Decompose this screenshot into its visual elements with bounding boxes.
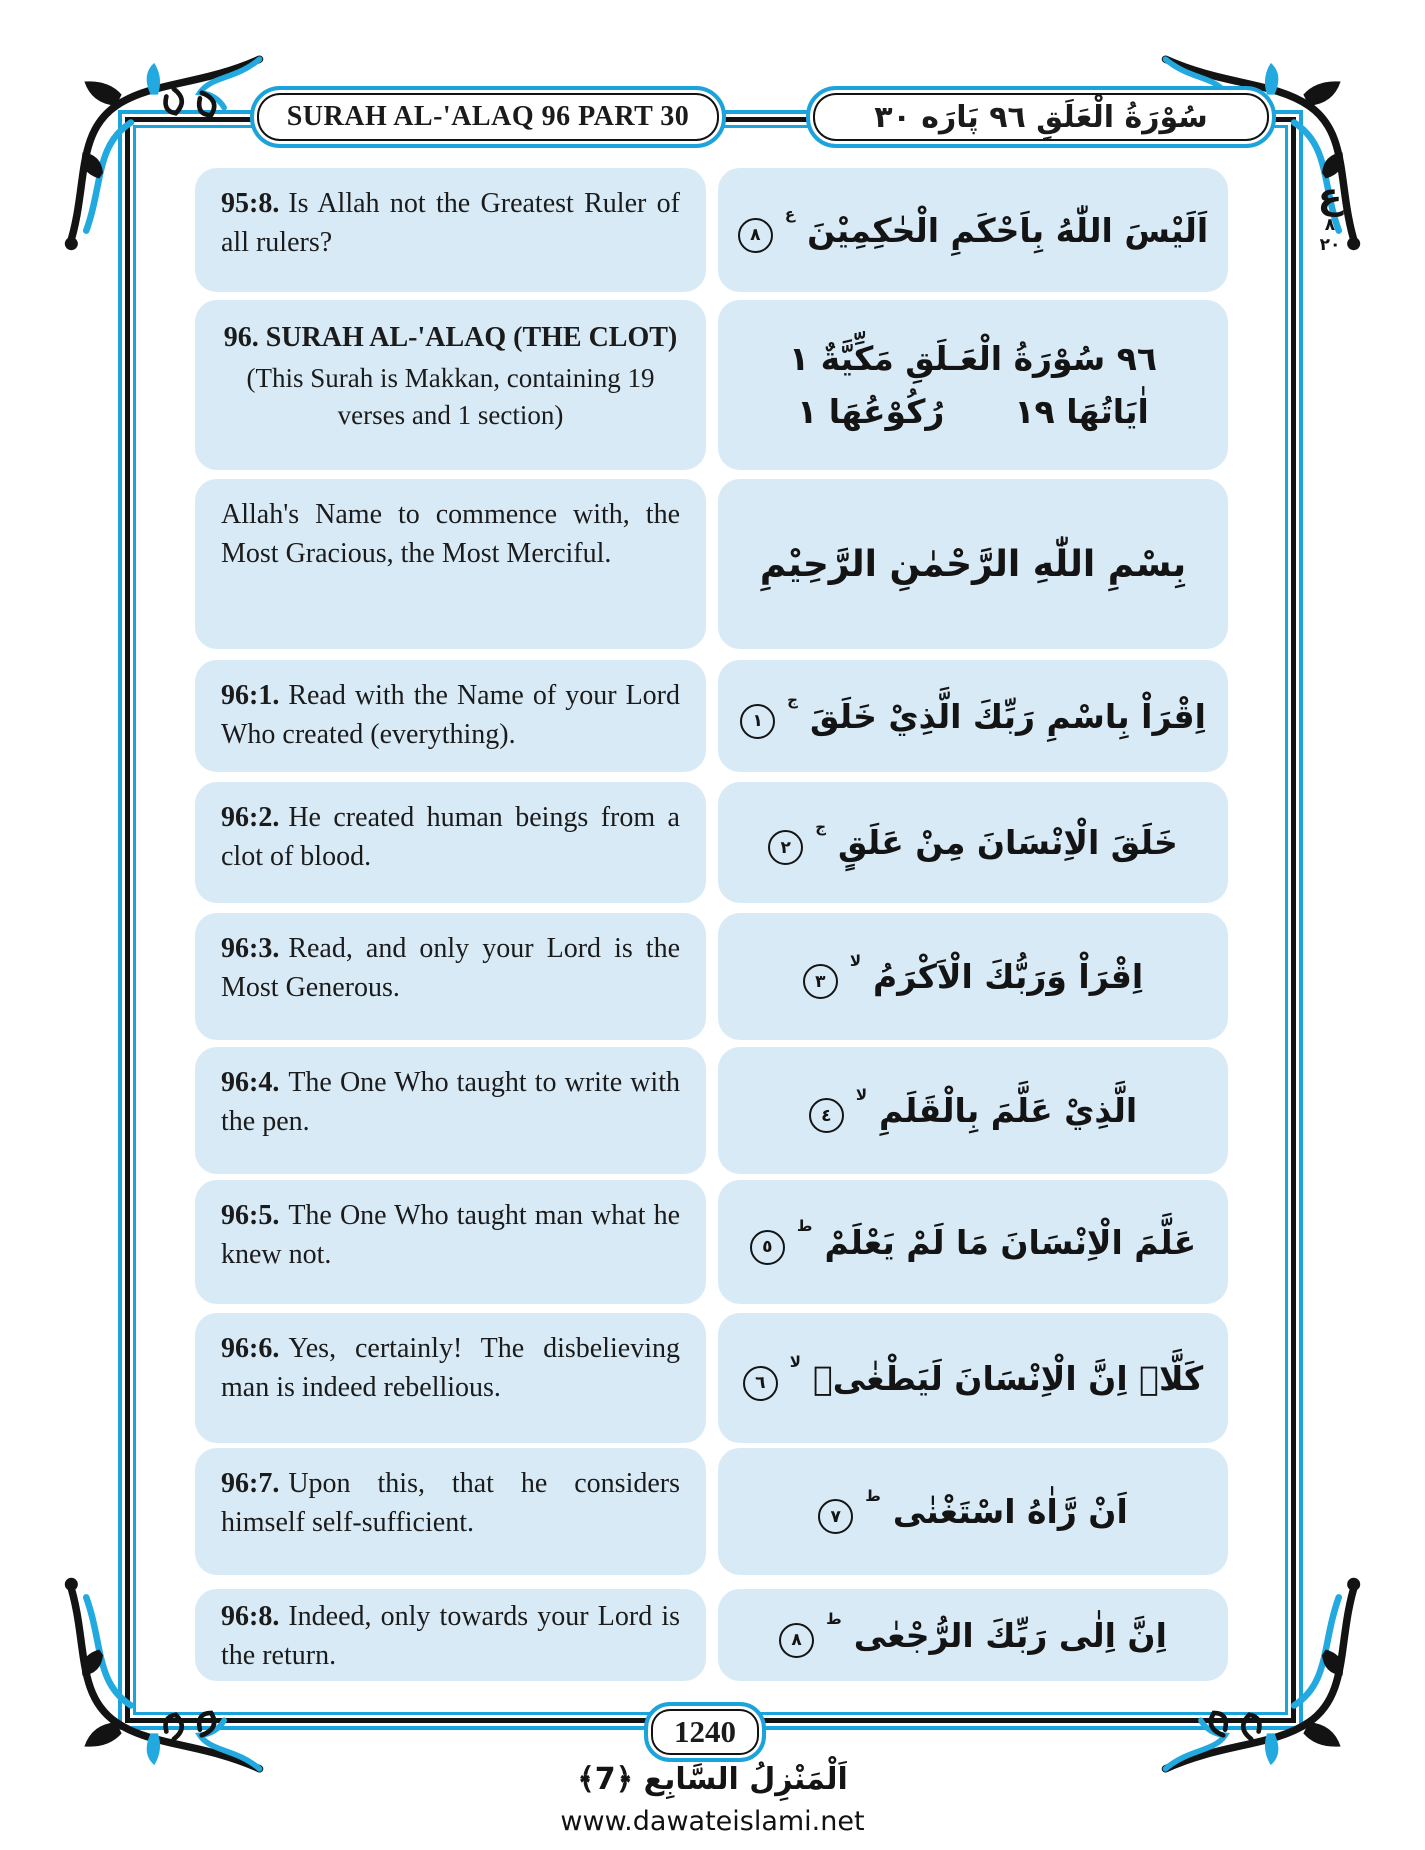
arabic-verse-text: الَّذِيْ عَلَّمَ بِالْقَلَمِ — [879, 1091, 1138, 1130]
header-title-english: SURAH AL-'ALAQ 96 PART 30 — [286, 101, 690, 132]
waqf-mark: لا — [849, 951, 862, 970]
arabic-verse-text: اَلَيْسَ اللّٰهُ بِاَحْكَمِ الْحٰكِمِيْنَ — [807, 210, 1209, 250]
margin-marker-line: ٢٠ — [1319, 235, 1341, 255]
arabic-cell — [718, 1448, 1228, 1575]
page-number: 1240 — [674, 1714, 736, 1749]
waqf-mark: لا — [855, 1085, 868, 1104]
arabic-cell — [718, 168, 1228, 292]
header-pill-arabic — [806, 86, 1276, 148]
verse-number: 96:7. — [221, 1468, 280, 1499]
arabic-cell — [718, 300, 1228, 470]
verse-text: Allah's Name to commence with, the Most Gracious, the Most Merciful. — [221, 499, 680, 569]
arabic-surah-title: ٩٦ سُوْرَةُ الْعَـلَقِ مَكِّيَّةٌ ١ — [789, 339, 1157, 378]
verse-text: The One Who taught man what he knew not. — [221, 1200, 680, 1270]
verse-number: 96:5. — [221, 1200, 280, 1231]
verse-text: Read with the Name of your Lord Who created (everything). — [221, 680, 680, 750]
ayah-number-circle: ٦ — [743, 1366, 778, 1401]
translation-cell — [195, 1448, 706, 1575]
translation-cell — [195, 1180, 706, 1304]
translation-cell — [195, 479, 706, 649]
arabic-cell — [718, 660, 1228, 772]
verse-number: 96:4. — [221, 1067, 280, 1098]
arabic-ayat-count: اٰيَاتُهَا ١٩ — [1014, 392, 1149, 431]
waqf-mark: ج — [787, 691, 798, 709]
ayah-number-circle: ١ — [740, 704, 775, 739]
manzil-line — [0, 1762, 1425, 1797]
verse-number: 96:8. — [221, 1601, 280, 1632]
arabic-verse-text: بِسْمِ اللّٰهِ الرَّحْمٰنِ الرَّحِيْمِ — [759, 543, 1187, 585]
manzil-text: اَلْمَنْزِلُ السَّابِع — [643, 1762, 848, 1797]
waqf-mark: ج — [815, 817, 827, 836]
verse-text: Is Allah not the Greatest Ruler of all rulers? — [221, 188, 680, 258]
verse-text: The One Who taught to write with the pen. — [221, 1067, 680, 1137]
verse-number: 96:1. — [221, 680, 280, 711]
arabic-verse-text: اَنْ رَّاٰهُ اسْتَغْنٰى — [892, 1492, 1128, 1531]
verse-text: Read, and only your Lord is the Most Generous. — [221, 933, 680, 1003]
arabic-cell — [718, 913, 1228, 1040]
manzil-number: ﴿7﴾ — [577, 1762, 634, 1797]
arabic-cell — [718, 1313, 1228, 1443]
waqf-mark: ع — [784, 205, 796, 223]
surah-title: 96. SURAH AL-'ALAQ (THE CLOT) — [223, 322, 678, 353]
arabic-ruku-count: رُكُوْعُهَا ١ — [797, 392, 945, 431]
ayah-number-circle: ٨ — [779, 1623, 814, 1658]
margin-marker-ain: ع — [1317, 176, 1343, 217]
translation-cell — [195, 1047, 706, 1174]
arabic-verse-text: اِنَّ اِلٰى رَبِّكَ الرُّجْعٰى — [853, 1615, 1167, 1655]
translation-cell — [195, 1313, 706, 1443]
translation-cell — [195, 660, 706, 772]
ayah-number-circle: ٧ — [818, 1499, 853, 1534]
header-pill-english — [250, 86, 726, 148]
arabic-verse-text: عَلَّمَ الْاِنْسَانَ مَا لَمْ يَعْلَمْ — [824, 1222, 1197, 1262]
translation-cell — [195, 913, 706, 1040]
arabic-cell — [718, 1589, 1228, 1681]
ayah-number-circle: ٣ — [803, 964, 838, 999]
surah-subtitle: (This Surah is Makkan, containing 19 verses and 1 section) — [246, 363, 655, 430]
arabic-cell — [718, 1180, 1228, 1304]
verse-number: 96:3. — [221, 933, 280, 964]
ayah-number-circle: ٢ — [768, 830, 803, 865]
verse-text: Indeed, only towards your Lord is the return. — [221, 1601, 680, 1671]
waqf-mark: ط — [865, 1486, 881, 1505]
margin-marker-line: ٨ — [1324, 215, 1336, 235]
verse-number: 95:8. — [221, 188, 280, 219]
ayah-number-circle: ٨ — [738, 218, 773, 253]
arabic-verse-text: اِقْرَاْ بِاسْمِ رَبِّكَ الَّذِيْ خَلَقَ — [809, 696, 1206, 736]
ayah-number-circle: ٤ — [809, 1098, 844, 1133]
arabic-cell — [718, 479, 1228, 649]
website-link[interactable]: www.dawateislami.net — [560, 1806, 865, 1837]
waqf-mark: ط — [796, 1217, 813, 1235]
waqf-mark: ط — [826, 1610, 842, 1628]
page-number-pill — [644, 1702, 766, 1762]
arabic-verse-text: خَلَقَ الْاِنْسَانَ مِنْ عَلَقٍ — [838, 823, 1178, 862]
translation-cell — [195, 168, 706, 292]
arabic-cell — [718, 1047, 1228, 1174]
waqf-mark: لا — [789, 1353, 801, 1371]
arabic-cell — [718, 782, 1228, 903]
header-title-arabic: سُوْرَةُ الْعَلَقِ ٩٦ پَارَه ٣٠ — [874, 99, 1208, 135]
verse-text: Upon this, that he considers himself self-sufficient. — [221, 1468, 680, 1538]
arabic-verse-text: كَلَّاۤ اِنَّ الْاِنْسَانَ لَيَطْغٰىۤ — [812, 1358, 1204, 1398]
translation-cell — [195, 782, 706, 903]
arabic-verse-text: اِقْرَاْ وَرَبُّكَ الْاَكْرَمُ — [873, 957, 1144, 996]
margin-marker-line: ١ — [1324, 159, 1336, 179]
verse-text: Yes, certainly! The disbelieving man is indeed rebellious. — [221, 1333, 680, 1403]
ayah-number-circle: ٥ — [750, 1230, 785, 1265]
margin-ruku-marker — [1308, 160, 1352, 254]
translation-cell — [195, 1589, 706, 1681]
verse-text: He created human beings from a clot of blood. — [221, 802, 680, 872]
verse-number: 96:6. — [221, 1333, 280, 1364]
surah-heading-cell — [195, 300, 706, 470]
verse-number: 96:2. — [221, 802, 280, 833]
